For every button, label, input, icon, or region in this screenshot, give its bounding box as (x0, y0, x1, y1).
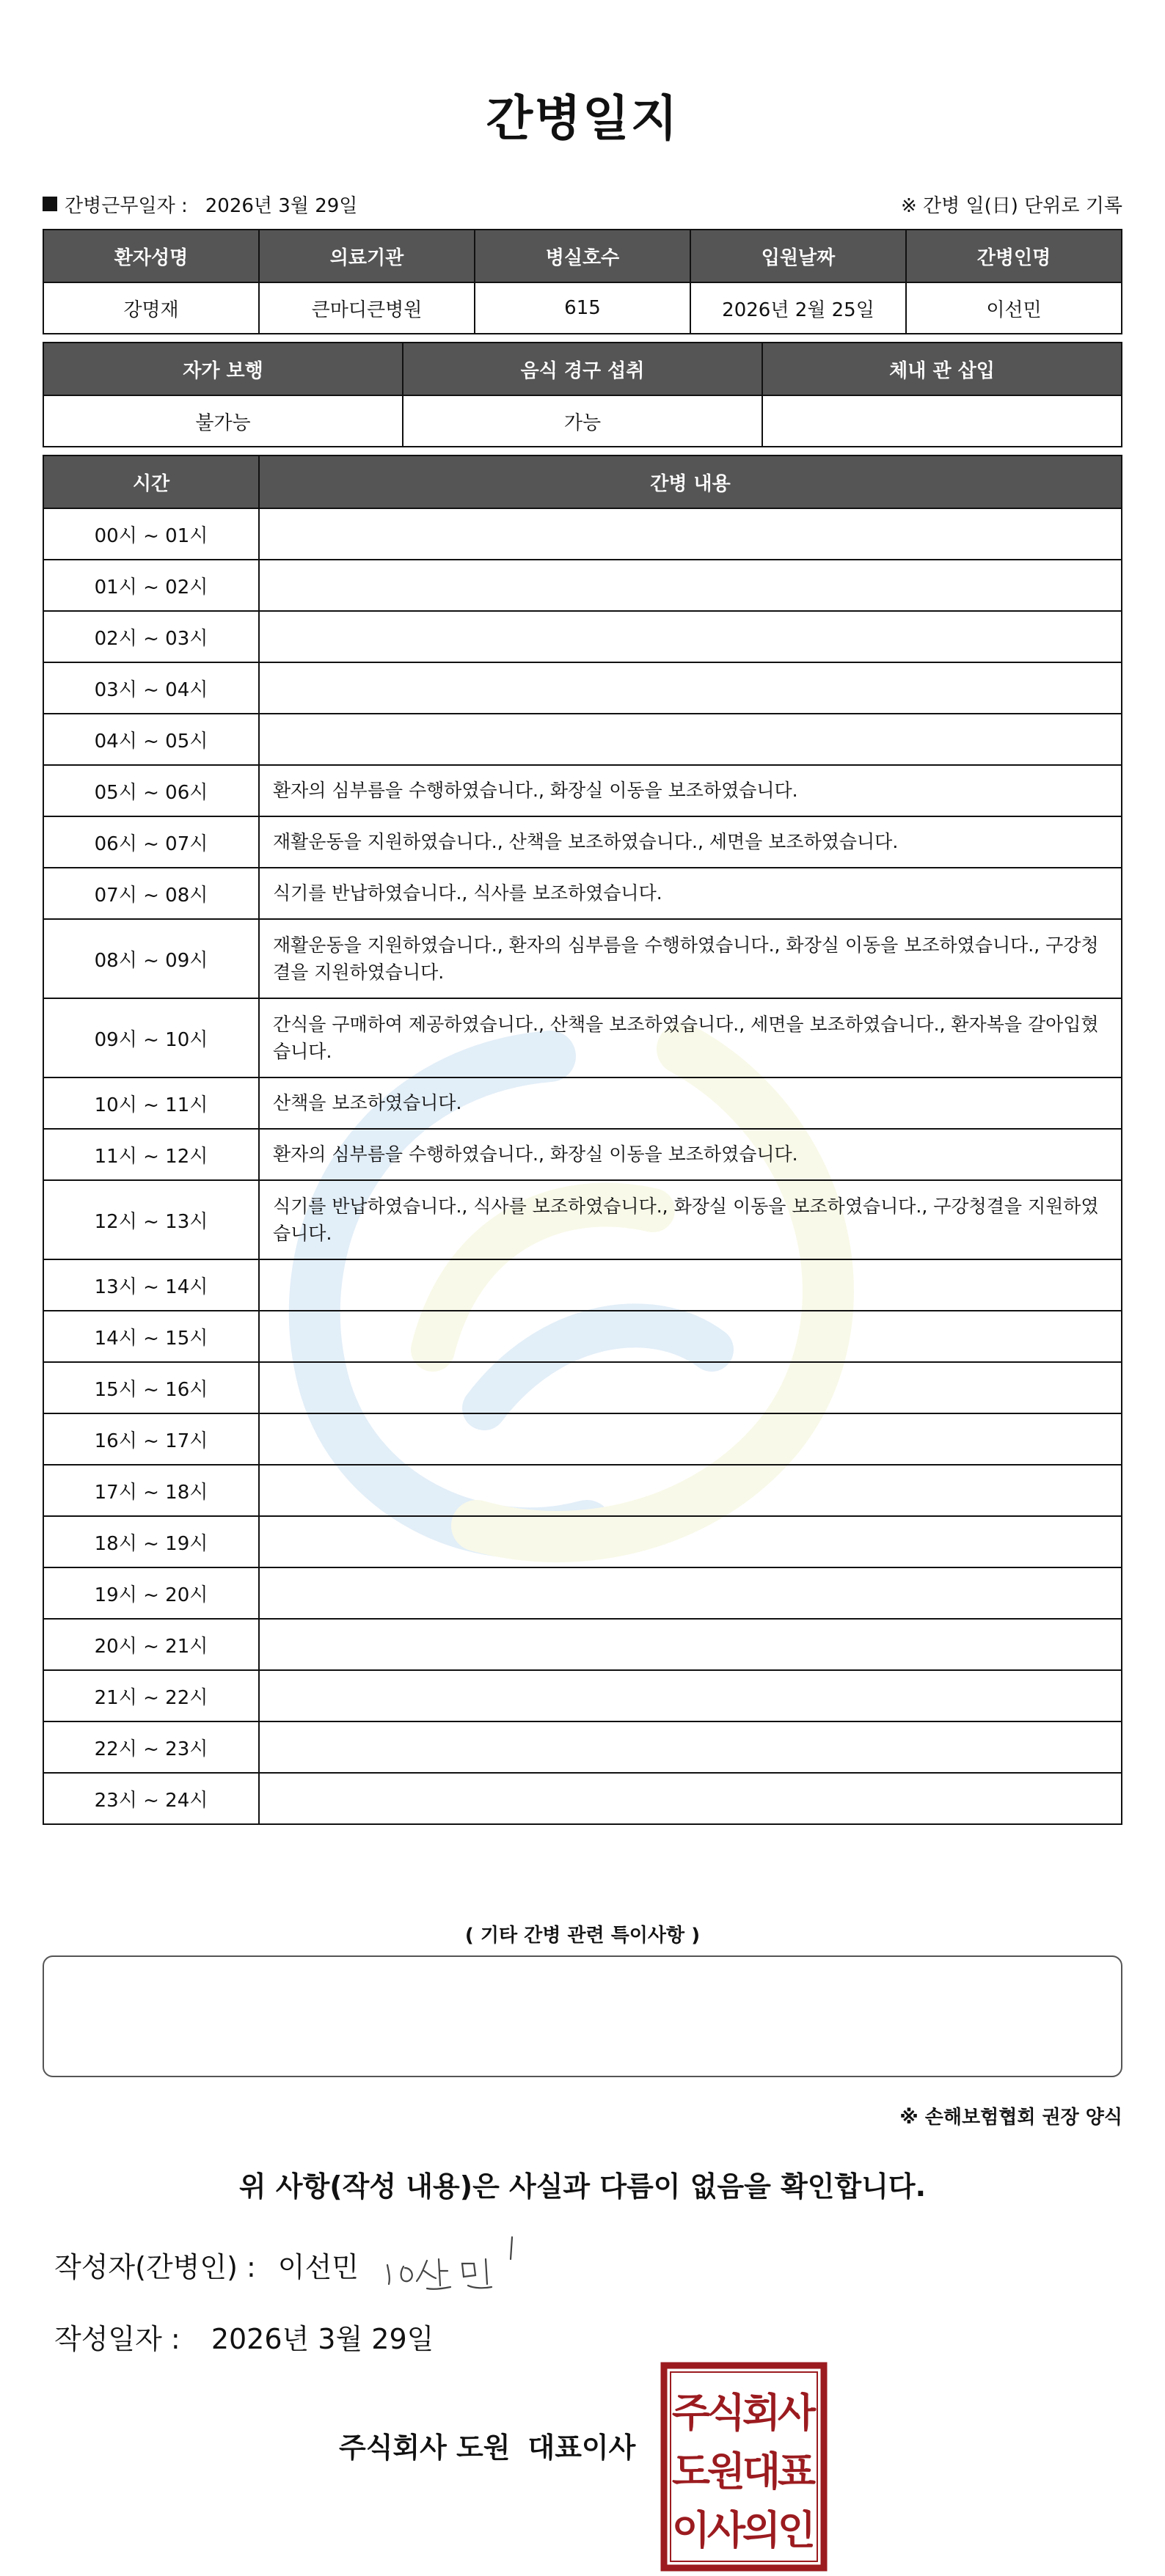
log-time-cell: 19시 ~ 20시 (43, 1567, 259, 1619)
writer-name: 이선민 (277, 2251, 359, 2283)
log-content-cell (259, 508, 1122, 560)
log-time-cell: 02시 ~ 03시 (43, 611, 259, 662)
log-content-cell (259, 1670, 1122, 1721)
table-row (43, 1465, 1122, 1516)
table-row (43, 765, 1122, 816)
log-time-cell: 07시 ~ 08시 (43, 868, 259, 919)
work-date (43, 191, 357, 218)
log-time-cell: 16시 ~ 17시 (43, 1413, 259, 1465)
log-content-cell (259, 1465, 1122, 1516)
log-time-cell: 01시 ~ 02시 (43, 560, 259, 611)
log-content-cell (259, 1567, 1122, 1619)
header-time: 시간 (43, 455, 259, 508)
log-content-cell (259, 714, 1122, 765)
log-time-cell: 12시 ~ 13시 (43, 1180, 259, 1259)
seal-character: 원 (706, 2448, 746, 2495)
log-time-cell: 20시 ~ 21시 (43, 1619, 259, 1670)
table-row (43, 282, 1122, 334)
company-seal-stamp (660, 2362, 828, 2572)
company-line (339, 2425, 635, 2465)
table-row (43, 1413, 1122, 1465)
patient-name: 강명재 (43, 282, 259, 334)
log-content-cell (259, 1413, 1122, 1465)
log-content-cell (259, 662, 1122, 714)
header-hospital: 의료기관 (259, 230, 475, 282)
header-oral-intake: 음식 경구 섭취 (403, 343, 762, 395)
company-role: 대표이사 (527, 2432, 636, 2464)
log-content-cell (259, 1259, 1122, 1311)
table-row (43, 1180, 1122, 1259)
seal-character: 의 (742, 2507, 781, 2553)
log-time-cell: 23시 ~ 24시 (43, 1773, 259, 1824)
header-caregiver-name: 간병인명 (906, 230, 1122, 282)
record-unit-note: ※ 간병 일(日) 단위로 기록 (900, 194, 1122, 217)
table-row (43, 1567, 1122, 1619)
notes-title: ( 기타 간병 관련 특이사항 ) (464, 1925, 701, 1947)
log-time-cell: 10시 ~ 11시 (43, 1077, 259, 1129)
seal-character: 표 (777, 2448, 817, 2495)
work-date-label: 간병근무일자 : (65, 194, 188, 217)
log-content-cell: 재활운동을 지원하였습니다., 환자의 심부름을 수행하였습니다., 화장실 이동을 보조하였습니다., 구강청결을 지원하였습니다. (259, 919, 1122, 998)
log-time-cell: 15시 ~ 16시 (43, 1362, 259, 1413)
caregiver-name: 이선민 (906, 282, 1122, 334)
header-self-walking: 자가 보행 (43, 343, 403, 395)
table-row (43, 1259, 1122, 1311)
log-time-cell: 22시 ~ 23시 (43, 1721, 259, 1773)
hospital-name: 큰마디큰병원 (259, 282, 475, 334)
table-row (43, 1773, 1122, 1824)
table-row (43, 714, 1122, 765)
room-number: 615 (475, 282, 690, 334)
log-time-cell: 05시 ~ 06시 (43, 765, 259, 816)
patient-status-table (43, 342, 1122, 447)
log-time-cell: 04시 ~ 05시 (43, 714, 259, 765)
admission-date: 2026년 2월 25일 (690, 282, 906, 334)
log-time-cell: 11시 ~ 12시 (43, 1129, 259, 1180)
table-row (43, 1516, 1122, 1567)
log-time-cell: 09시 ~ 10시 (43, 998, 259, 1077)
log-content-cell: 식기를 반납하였습니다., 식사를 보조하였습니다., 화장실 이동을 보조하였습니다., 구강청결을 지원하였습니다. (259, 1180, 1122, 1259)
table-row (43, 1670, 1122, 1721)
log-content-cell: 식기를 반납하였습니다., 식사를 보조하였습니다. (259, 868, 1122, 919)
header-tube-insertion: 체내 관 삽입 (762, 343, 1122, 395)
log-content-cell (259, 611, 1122, 662)
seal-character: 이 (671, 2507, 711, 2553)
table-row (43, 560, 1122, 611)
log-content-cell: 산책을 보조하였습니다. (259, 1077, 1122, 1129)
table-row (43, 1129, 1122, 1180)
seal-character: 도 (671, 2448, 711, 2495)
patient-info-table (43, 229, 1122, 334)
header-room-number: 병실호수 (475, 230, 690, 282)
log-content-cell: 환자의 심부름을 수행하였습니다., 화장실 이동을 보조하였습니다. (259, 1129, 1122, 1180)
log-time-cell: 13시 ~ 14시 (43, 1259, 259, 1311)
recommend-note: ※ 손해보험협회 권장 양식 (899, 2107, 1122, 2129)
seal-character: 식 (706, 2390, 746, 2436)
log-content-cell (259, 1516, 1122, 1567)
header-care-content: 간병 내용 (259, 455, 1122, 508)
header-admission-date: 입원날짜 (690, 230, 906, 282)
confirmation-statement: 위 사항(작성 내용)은 사실과 다름이 없음을 확인합니다. (238, 2170, 927, 2203)
seal-character: 인 (777, 2507, 817, 2553)
table-row (43, 816, 1122, 868)
written-date-value: 2026년 3월 29일 (211, 2323, 434, 2355)
seal-character: 회 (742, 2390, 781, 2436)
seal-character: 사 (706, 2507, 746, 2553)
square-bullet-icon (43, 197, 57, 211)
log-content-cell (259, 1362, 1122, 1413)
writer-label: 작성자(간병인) : (54, 2251, 256, 2283)
log-content-cell (259, 1311, 1122, 1362)
table-row (43, 1362, 1122, 1413)
table-row (43, 611, 1122, 662)
table-header-row (43, 455, 1122, 508)
seal-character: 주 (671, 2390, 711, 2436)
log-time-cell: 08시 ~ 09시 (43, 919, 259, 998)
log-content-cell: 간식을 구매하여 제공하였습니다., 산책을 보조하였습니다., 세면을 보조하였습니다., 환자복을 갈아입혔습니다. (259, 998, 1122, 1077)
log-time-cell: 06시 ~ 07시 (43, 816, 259, 868)
notes-box (43, 1955, 1122, 2077)
table-row (43, 1077, 1122, 1129)
table-header-row (43, 230, 1122, 282)
care-log-table (43, 455, 1122, 1825)
page-title: 간병일지 (486, 90, 679, 147)
log-time-cell: 14시 ~ 15시 (43, 1311, 259, 1362)
table-row (43, 919, 1122, 998)
log-time-cell: 21시 ~ 22시 (43, 1670, 259, 1721)
table-row (43, 395, 1122, 447)
table-row (43, 662, 1122, 714)
seal-character: 대 (742, 2448, 781, 2495)
log-time-cell: 17시 ~ 18시 (43, 1465, 259, 1516)
log-time-cell: 00시 ~ 01시 (43, 508, 259, 560)
log-content-cell (259, 1619, 1122, 1670)
meta-row (43, 189, 1122, 219)
written-date-line (54, 2316, 434, 2357)
log-time-cell: 18시 ~ 19시 (43, 1516, 259, 1567)
log-content-cell: 환자의 심부름을 수행하였습니다., 화장실 이동을 보조하였습니다. (259, 765, 1122, 816)
written-date-label: 작성일자 : (54, 2323, 180, 2355)
handwritten-signature (381, 2230, 528, 2296)
oral-intake-value: 가능 (403, 395, 762, 447)
self-walking-value: 불가능 (43, 395, 403, 447)
table-row (43, 1311, 1122, 1362)
log-content-cell: 재활운동을 지원하였습니다., 산책을 보조하였습니다., 세면을 보조하였습니다. (259, 816, 1122, 868)
log-content-cell (259, 1721, 1122, 1773)
tube-insertion-value (762, 395, 1122, 447)
table-row (43, 1721, 1122, 1773)
company-name: 주식회사 도원 (339, 2432, 511, 2464)
log-content-cell (259, 560, 1122, 611)
table-row (43, 1619, 1122, 1670)
work-date-value: 2026년 3월 29일 (205, 194, 358, 217)
table-row (43, 868, 1122, 919)
writer-line (54, 2244, 359, 2285)
header-patient-name: 환자성명 (43, 230, 259, 282)
table-row (43, 998, 1122, 1077)
log-time-cell: 03시 ~ 04시 (43, 662, 259, 714)
table-header-row (43, 343, 1122, 395)
table-row (43, 508, 1122, 560)
seal-character: 사 (777, 2390, 817, 2436)
log-content-cell (259, 1773, 1122, 1824)
